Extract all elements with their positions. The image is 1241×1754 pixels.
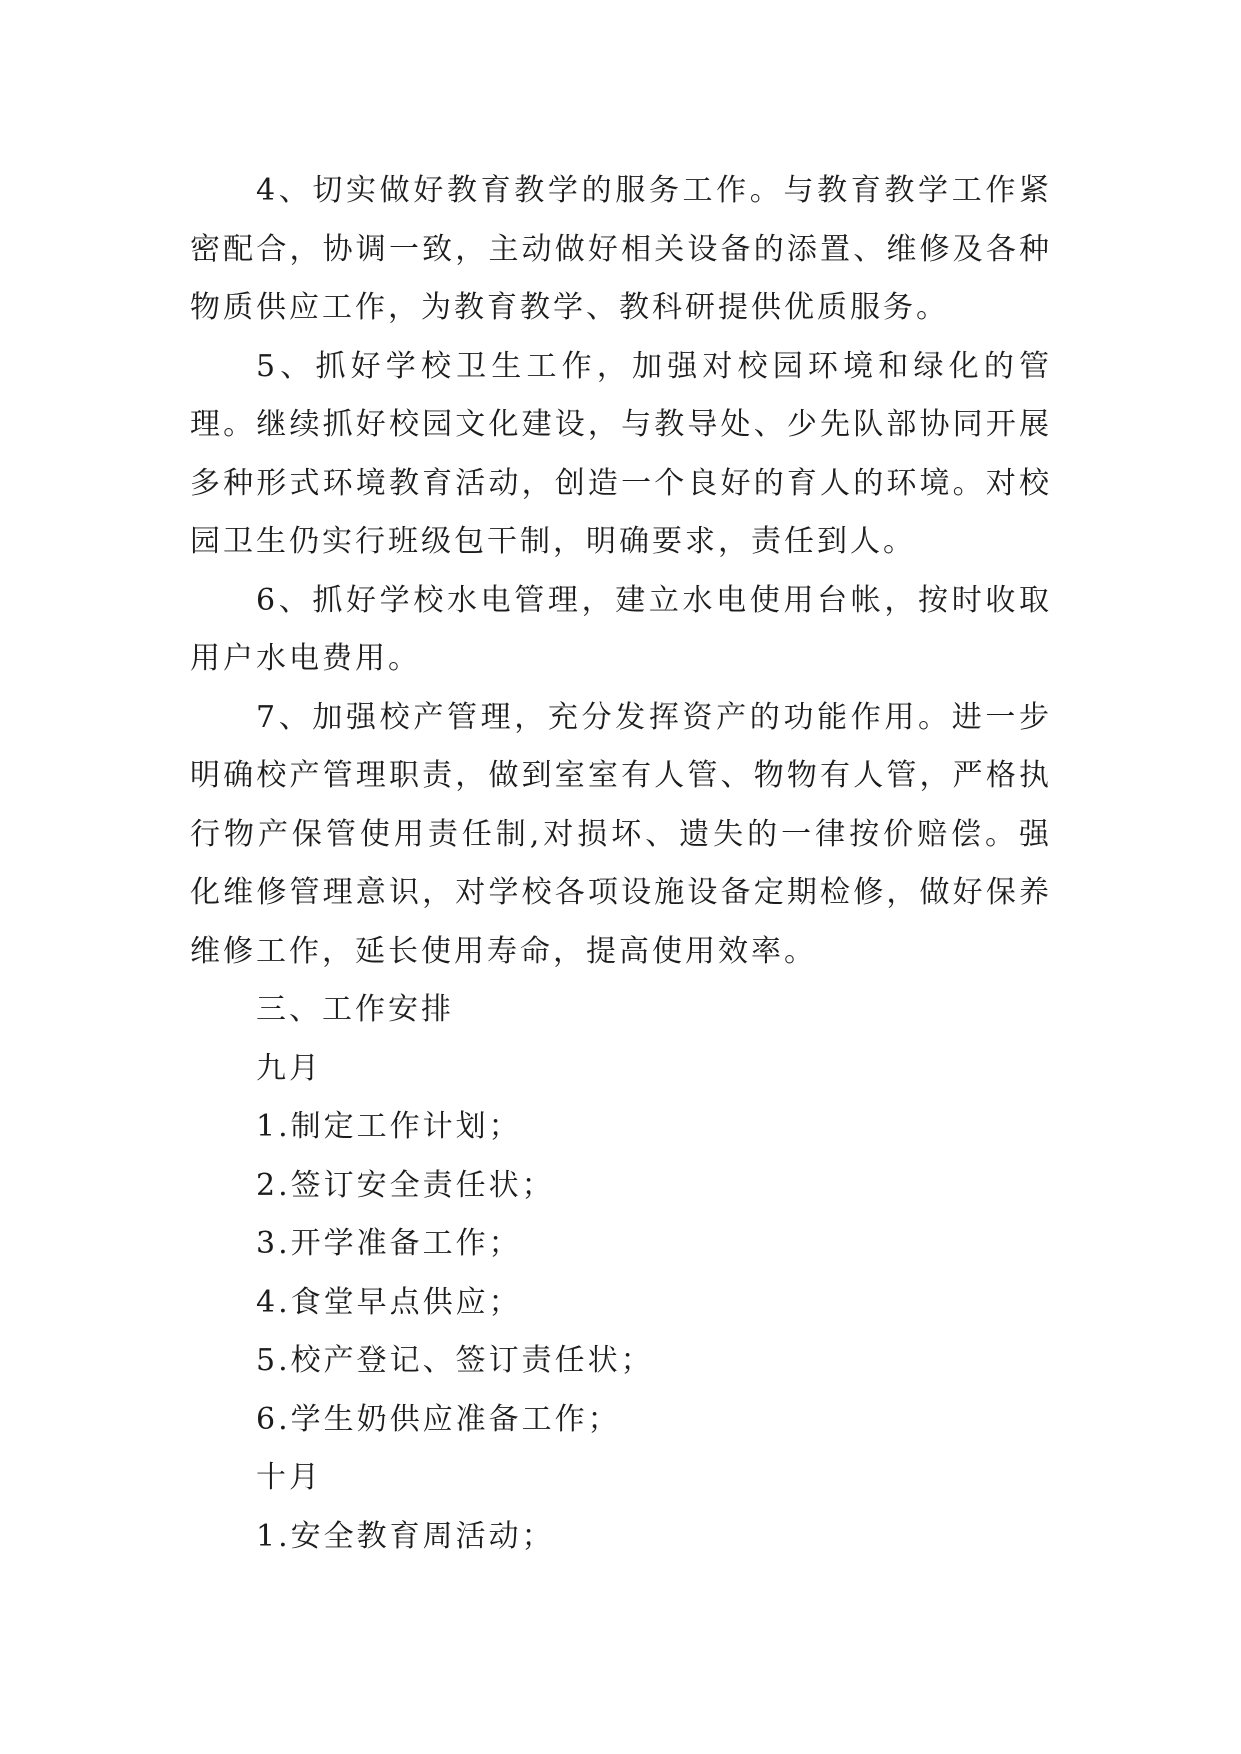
- list-item: 1.安全教育周活动；: [256, 1518, 555, 1554]
- paragraph-item-4: 4、切实做好教育教学的服务工作。与教育教学工作紧密配合，协调一致，主动做好相关设备的添置、维修及各种物质供应工作，为教育教学、教科研提供优质服务。: [190, 173, 1052, 325]
- list-item: 1.制定工作计划；: [256, 1109, 522, 1144]
- list-item: 3.开学准备工作；: [256, 1226, 522, 1261]
- list-item: 2.签订安全责任状；: [256, 1167, 555, 1203]
- section-heading: 三、工作安排: [256, 992, 454, 1027]
- month-heading-september: 九月: [256, 1050, 322, 1086]
- paragraph-item-5: 5、抓好学校卫生工作，加强对校园环境和绿化的管理。继续抓好校园文化建设，与教导处、少先队部协同开展多种形式环境教育活动，创造一个良好的育人的环境。对校园卫生仍实行班级包干制，明确要求，责任到人。: [190, 348, 1052, 559]
- month-heading-october: 十月: [256, 1460, 322, 1495]
- document-body: [190, 162, 1052, 1566]
- list-item: 6.学生奶供应准备工作；: [256, 1401, 621, 1437]
- paragraph-item-7: 7、加强校产管理，充分发挥资产的功能作用。进一步明确校产管理职责，做到室室有人管、物物有人管，严格执行物产保管使用责任制,对损坏、遗失的一律按价赔偿。强化维修管理意识，对学校各项设施设备定期检修，做好保养维修工作，延长使用寿命，提高使用效率。: [190, 699, 1052, 969]
- paragraph-item-6: 6、抓好学校水电管理，建立水电使用台帐，按时收取用户水电费用。: [190, 582, 1052, 676]
- list-item: 5.校产登记、签订责任状；: [256, 1343, 654, 1378]
- list-item: 4.食堂早点供应；: [256, 1284, 522, 1320]
